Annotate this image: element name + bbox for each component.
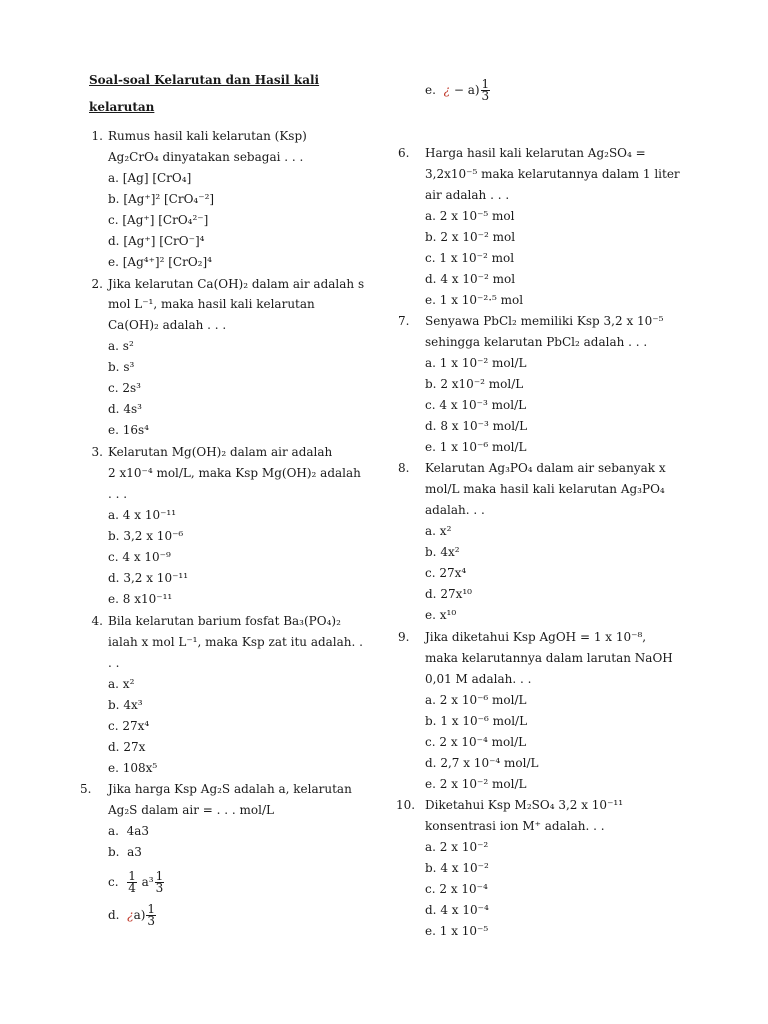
question-text: mol/L maka hasil kali kelarutan Ag₃PO₄ — [425, 482, 665, 496]
option-d: d. 3,2 x 10⁻¹¹ — [108, 571, 189, 585]
option-c: c. 4 x 10⁻⁹ — [108, 550, 171, 564]
option-e: e. 1 x 10⁻²·⁵ mol — [425, 293, 524, 307]
option-a: a. 2 x 10⁻⁵ mol — [425, 209, 515, 223]
question-number: 8. — [398, 461, 410, 475]
question-number: 4. — [91, 614, 103, 628]
option-b: b. 4 x 10⁻² — [425, 861, 489, 875]
question-text: Jika kelarutan Ca(OH)₂ dalam air adalah s — [108, 277, 365, 291]
question-text: Ca(OH)₂ adalah . . . — [108, 318, 227, 332]
option-d: d. 8 x 10⁻³ mol/L — [425, 419, 528, 433]
fraction: $\frac{1}{4}$ — [128, 869, 136, 895]
question-text: Bila kelarutan barium fosfat Ba₃(PO₄)₂ — [108, 614, 341, 628]
option-d: d. 4s³ — [108, 402, 142, 416]
question-number: 3. — [91, 445, 103, 459]
question-number: 7. — [398, 314, 410, 328]
option-c: c. 27x⁴ — [108, 719, 150, 733]
fraction: $\frac{1}{3}$ — [155, 869, 164, 895]
option-a: a. x² — [425, 524, 452, 538]
option-e: e. 1 x 10⁻⁵ — [425, 924, 489, 938]
option-a: a. 1 x 10⁻² mol/L — [425, 356, 527, 370]
question-text: 0,01 M adalah. . . — [425, 672, 532, 686]
question-number: 6. — [398, 146, 410, 160]
option-e: e. ¿ − a) $\frac{1}{3}$ — [425, 77, 490, 103]
question-text: Ag₂S dalam air = . . . mol/L — [108, 803, 274, 817]
option-a: a. [Ag] [CrO₄] — [108, 171, 192, 185]
question-number: 5. — [80, 782, 92, 796]
doc-title-line2: kelarutan — [89, 100, 155, 114]
option-c: c. 4 x 10⁻³ mol/L — [425, 398, 527, 412]
option-b: b. 2 x 10⁻² mol — [425, 230, 516, 244]
option-b: b. 3,2 x 10⁻⁶ — [108, 529, 184, 543]
question-text: Jika harga Ksp Ag₂S adalah a, kelarutan — [108, 782, 352, 796]
question-text: mol L⁻¹, maka hasil kali kelarutan — [108, 297, 315, 311]
option-e: e. 1 x 10⁻⁶ mol/L — [425, 440, 527, 454]
question-text: Kelarutan Mg(OH)₂ dalam air adalah — [108, 445, 333, 459]
option-c: c. 2s³ — [108, 381, 141, 395]
option-d: d. 4 x 10⁻² mol — [425, 272, 516, 286]
option-e: e. 8 x10⁻¹¹ — [108, 592, 173, 606]
question-text: Ag₂CrO₄ dinyatakan sebagai . . . — [108, 150, 304, 164]
option-e: e. 16s⁴ — [108, 423, 149, 437]
option-c: c. [Ag⁺] [CrO₄²⁻] — [108, 213, 209, 227]
option-b: b. a3 — [108, 845, 142, 859]
question-text: Kelarutan Ag₃PO₄ dalam air sebanyak x — [425, 461, 666, 475]
option-e: e. [Ag⁴⁺]² [CrO₂]⁴ — [108, 255, 212, 269]
option-d: d. 4 x 10⁻⁴ — [425, 903, 489, 917]
option-a: a. x² — [108, 677, 135, 691]
option-b: b. 4x² — [425, 545, 460, 559]
question-number: 2. — [91, 277, 103, 291]
doc-title-line1: Soal-soal Kelarutan dan Hasil kali — [89, 73, 320, 87]
option-a: a. 2 x 10⁻⁶ mol/L — [425, 693, 527, 707]
fraction: $\frac{1}{3}$ — [147, 902, 156, 928]
option-b: b. [Ag⁺]² [CrO₄⁻²] — [108, 192, 215, 206]
fraction: $\frac{1}{3}$ — [481, 77, 490, 103]
option-e: e. 2 x 10⁻² mol/L — [425, 777, 527, 791]
question-number: 9. — [398, 630, 410, 644]
option-b: b. 4x³ — [108, 698, 143, 712]
option-b: b. 2 x10⁻² mol/L — [425, 377, 524, 391]
option-e: e. x¹⁰ — [425, 608, 457, 622]
question-text: Rumus hasil kali kelarutan (Ksp) — [108, 129, 307, 143]
option-c: c. $\frac{1}{4}$ a³ $\frac{1}{3}$ — [108, 869, 164, 895]
question-text: adalah. . . — [425, 503, 485, 517]
option-d: d. ¿a) $\frac{1}{3}$ — [108, 902, 156, 928]
question-text: maka kelarutannya dalam larutan NaOH — [425, 651, 673, 665]
question-text: ialah x mol L⁻¹, maka Ksp zat itu adalah. . — [108, 635, 363, 649]
question-text: sehingga kelarutan PbCl₂ adalah . . . — [425, 335, 648, 349]
question-text: Diketahui Ksp M₂SO₄ 3,2 x 10⁻¹¹ — [425, 798, 624, 812]
option-a: a. 4 x 10⁻¹¹ — [108, 508, 177, 522]
option-d: d. 27x — [108, 740, 146, 754]
question-number: 1. — [91, 129, 103, 143]
option-a: a. 4a3 — [108, 824, 150, 838]
option-a: a. 2 x 10⁻² — [425, 840, 489, 854]
option-c: c. 2 x 10⁻⁴ mol/L — [425, 735, 527, 749]
question-text: konsentrasi ion M⁺ adalah. . . — [425, 819, 605, 833]
question-text: Jika diketahui Ksp AgOH = 1 x 10⁻⁸, — [425, 630, 647, 644]
option-e: e. 108x⁵ — [108, 761, 158, 775]
question-text: . . . — [108, 487, 128, 501]
option-c: c. 27x⁴ — [425, 566, 467, 580]
question-text: Harga hasil kali kelarutan Ag₂SO₄ = — [425, 146, 646, 160]
question-text: Senyawa PbCl₂ memiliki Ksp 3,2 x 10⁻⁵ — [425, 314, 664, 328]
question-text: air adalah . . . — [425, 188, 510, 202]
option-a: a. s² — [108, 339, 134, 353]
option-c: c. 1 x 10⁻² mol — [425, 251, 515, 265]
question-text: 3,2x10⁻⁵ maka kelarutannya dalam 1 liter — [425, 167, 680, 181]
question-number: 10. — [396, 798, 416, 812]
option-c: c. 2 x 10⁻⁴ — [425, 882, 488, 896]
option-b: b. s³ — [108, 360, 135, 374]
option-d: d. [Ag⁺] [CrO⁻]⁴ — [108, 234, 205, 248]
option-b: b. 1 x 10⁻⁶ mol/L — [425, 714, 528, 728]
question-text: 2 x10⁻⁴ mol/L, maka Ksp Mg(OH)₂ adalah — [108, 466, 361, 480]
question-text: . . — [108, 656, 120, 670]
option-d: d. 27x¹⁰ — [425, 587, 472, 601]
option-d: d. 2,7 x 10⁻⁴ mol/L — [425, 756, 539, 770]
